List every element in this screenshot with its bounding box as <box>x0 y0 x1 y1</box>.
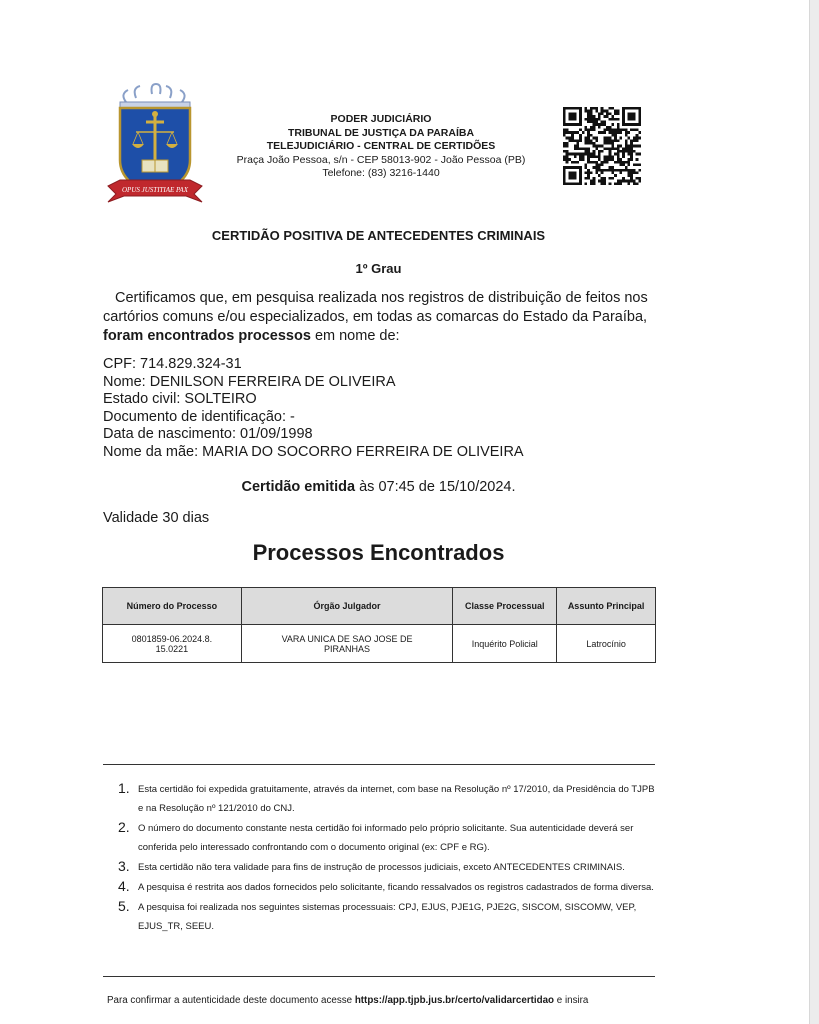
header-line-1: PODER JUDICIÁRIO <box>330 113 432 125</box>
col-header-numero: Número do Processo <box>103 588 242 625</box>
header-line-2: TRIBUNAL DE JUSTIÇA DA PARAÍBA <box>287 126 475 139</box>
list-item <box>118 878 658 897</box>
notes-bottom-divider <box>103 976 655 977</box>
note-text: A pesquisa é restrita aos dados fornecidos pelo solicitante, ficando ressalvados os registros cadastrados de forma diversa. <box>138 882 654 893</box>
note-number: 2. <box>118 819 130 835</box>
col-header-orgao: Órgão Julgador <box>241 588 453 625</box>
validity-line: Validade 30 dias <box>103 510 210 526</box>
note-number: 3. <box>118 858 130 874</box>
cell-assunto: Latrocínio <box>557 625 656 663</box>
intro-end: em nome de: <box>314 328 400 344</box>
mother-name-line: Nome da mãe: MARIA DO SOCORRO FERREIRA DE OLIVEIRA <box>103 443 524 460</box>
certificate-grau: 1º Grau <box>355 261 402 276</box>
list-item <box>118 819 658 857</box>
cell-numero: 0801859-06.2024.8.15.0221 <box>103 625 242 663</box>
processes-table <box>102 587 656 663</box>
authenticity-footer <box>107 995 588 1006</box>
note-text: Esta certidão não tera validade para fins de instrução de processos judiciais, exceto ANTECEDENTES CRIMINAIS. <box>138 862 625 873</box>
document-header <box>222 113 540 181</box>
header-line-3: TELEJUDICIÁRIO - CENTRAL DE CERTIDÕES <box>266 140 496 152</box>
processes-title: Processos Encontrados <box>252 540 505 565</box>
note-number: 5. <box>118 898 130 914</box>
cpf-line: CPF: 714.829.324-31 <box>103 356 242 372</box>
col-header-classe: Classe Processual <box>453 588 557 625</box>
crest-motto: OPUS JUSTITIAE PAX <box>122 186 188 194</box>
civil-status-line: Estado civil: SOLTEIRO <box>103 391 257 407</box>
intro-paragraph <box>103 289 663 346</box>
col-header-assunto: Assunto Principal <box>557 588 656 625</box>
note-text: A pesquisa foi realizada nos seguintes sistemas processuais: CPJ, EJUS, PJE1G, PJE2G, SISCOM, SISCOMW, VEP, EJUS_TR, SEEU. <box>138 902 637 932</box>
id-document-line: Documento de identificação: - <box>103 408 295 425</box>
note-number: 1. <box>118 780 130 796</box>
notes-top-divider <box>103 764 655 765</box>
cell-orgao: VARA UNICA DE SAO JOSE DE PIRANHAS <box>241 625 453 663</box>
validation-link[interactable]: https://app.tjpb.jus.br/certo/validarcertidao <box>354 995 555 1006</box>
tjpb-crest-icon <box>106 82 204 210</box>
certificate-title: CERTIDÃO POSITIVA DE ANTECEDENTES CRIMINAIS <box>211 228 546 243</box>
header-address: Praça João Pessoa, s/n - CEP 58013-902 - João Pessoa (PB) <box>236 153 526 166</box>
page-edge <box>809 0 819 1024</box>
emission-rest: às 07:45 de 15/10/2024. <box>359 479 516 495</box>
note-text: Esta certidão foi expedida gratuitamente, através da internet, com base na Resolução nº 17/2010, da Presidência do TJPB e na Resolução nº 121/2010 do CNJ. <box>138 784 655 814</box>
footer-end: e insira <box>556 995 589 1006</box>
emission-bold: Certidão emitida <box>241 479 356 495</box>
header-phone: Telefone: (83) 3216-1440 <box>322 167 440 179</box>
person-info <box>103 356 524 461</box>
notes-list <box>118 780 658 937</box>
intro-bold: foram encontrados processos <box>103 328 311 344</box>
note-text: O número do documento constante nesta certidão foi informado pelo próprio solicitante. Sua autenticidade deverá ser conferida pelo interessado confrontando com o documento original (ex: CPF e RG). <box>138 823 634 853</box>
note-number: 4. <box>118 878 130 894</box>
intro-text: Certificamos que, em pesquisa realizada nos registros de distribuição de feitos nos cartórios comuns e/ou especializados, em todas as comarcas do Estado da Paraíba, <box>103 290 648 325</box>
emission-line <box>0 479 757 495</box>
qr-code-icon <box>563 107 641 185</box>
cell-classe: Inquérito Policial <box>453 625 557 663</box>
list-item <box>118 780 658 818</box>
footer-text: Para confirmar a autenticidade deste documento acesse <box>107 995 353 1006</box>
table-row <box>103 625 656 663</box>
birth-date-line: Data de nascimento: 01/09/1998 <box>103 426 313 442</box>
name-line: Nome: DENILSON FERREIRA DE OLIVEIRA <box>103 373 396 390</box>
table-header-row <box>103 588 656 625</box>
list-item <box>118 898 658 936</box>
list-item <box>118 858 658 877</box>
